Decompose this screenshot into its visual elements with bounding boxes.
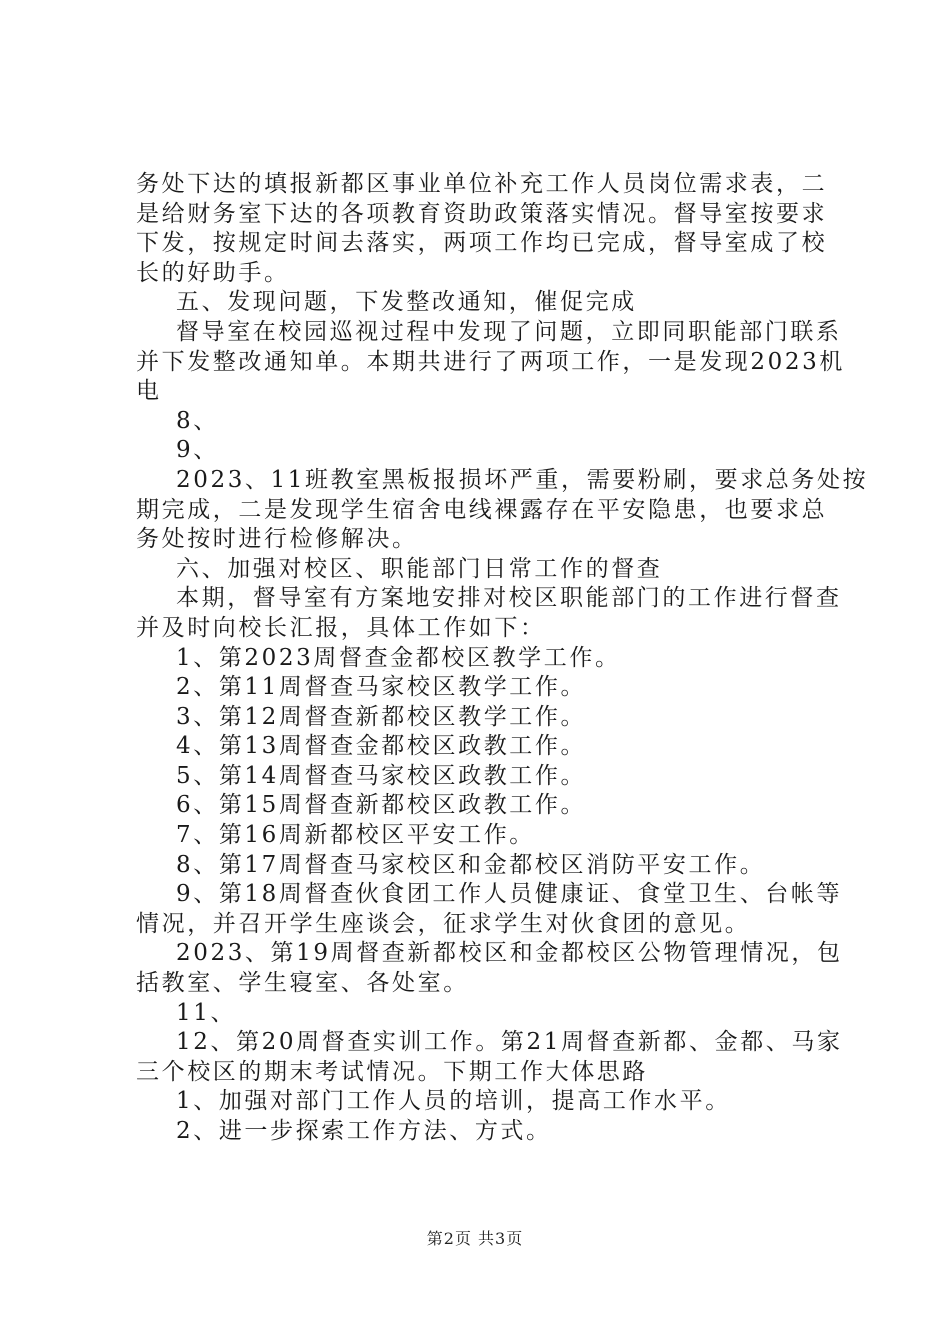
text-line: 务处按时进行检修解决。 — [136, 526, 418, 553]
text-line: 11、 — [176, 999, 237, 1026]
text-line: 长的好助手。 — [136, 259, 290, 286]
text-line: 9、 — [176, 437, 219, 464]
text-line: 情况，并召开学生座谈会，征求学生对伙食团的意见。 — [136, 910, 751, 937]
text-line: 并及时向校长汇报，具体工作如下： — [136, 614, 546, 641]
text-line: 3、第12周督查新都校区教学工作。 — [176, 703, 587, 730]
text-line: 下发，按规定时间去落实，两项工作均已完成，督导室成了校 — [136, 230, 828, 257]
text-line: 六、加强对校区、职能部门日常工作的督查 — [176, 555, 663, 582]
text-line: 9、第18周督查伙食团工作人员健康证、食堂卫生、台帐等 — [176, 881, 843, 908]
text-line: 电 — [136, 378, 162, 405]
text-line: 8、第17周督查马家校区和金都校区消防平安工作。 — [176, 851, 766, 878]
text-line: 三个校区的期末考试情况。下期工作大体思路 — [136, 1058, 648, 1085]
text-line: 期完成，二是发现学生宿舍电线裸露存在平安隐患，也要求总 — [136, 496, 828, 523]
text-line: 5、第14周督查马家校区政教工作。 — [176, 762, 587, 789]
text-line: 务处下达的填报新都区事业单位补充工作人员岗位需求表，二 — [136, 171, 828, 197]
text-line: 12、第20周督查实训工作。第21周督查新都、金都、马家 — [176, 1029, 843, 1056]
text-line: 1、第2023周督查金都校区教学工作。 — [176, 644, 621, 671]
text-line: 1、加强对部门工作人员的培训，提高工作水平。 — [176, 1088, 731, 1115]
document-body — [136, 170, 869, 1147]
text-line: 本期，督导室有方案地安排对校区职能部门的工作进行督查 — [176, 585, 842, 612]
text-line: 2、进一步探索工作方法、方式。 — [176, 1118, 552, 1144]
text-line: 是给财务室下达的各项教育资助政策落实情况。督导室按要求 — [136, 200, 828, 227]
text-line: 7、第16周新都校区平安工作。 — [176, 822, 535, 849]
page-footer: 第2页 共3页 — [426, 1229, 524, 1248]
text-line: 并下发整改通知单。本期共进行了两项工作，一是发现2023机 — [136, 348, 845, 375]
text-line: 6、第15周督查新都校区政教工作。 — [176, 792, 587, 819]
text-line: 括教室、学生寝室、各处室。 — [136, 970, 469, 997]
text-line: 8、 — [176, 407, 219, 434]
text-line: 4、第13周督查金都校区政教工作。 — [176, 733, 587, 760]
text-line: 2023、第19周督查新都校区和金都校区公物管理情况，包 — [176, 940, 843, 967]
text-line: 2023、11班教室黑板报损坏严重，需要粉刷，要求总务处按 — [176, 466, 869, 493]
text-line: 督导室在校园巡视过程中发现了问题，立即同职能部门联系 — [176, 318, 842, 345]
text-line: 五、发现问题，下发整改通知，催促完成 — [176, 289, 637, 316]
text-line: 2、第11周督查马家校区教学工作。 — [176, 674, 587, 701]
